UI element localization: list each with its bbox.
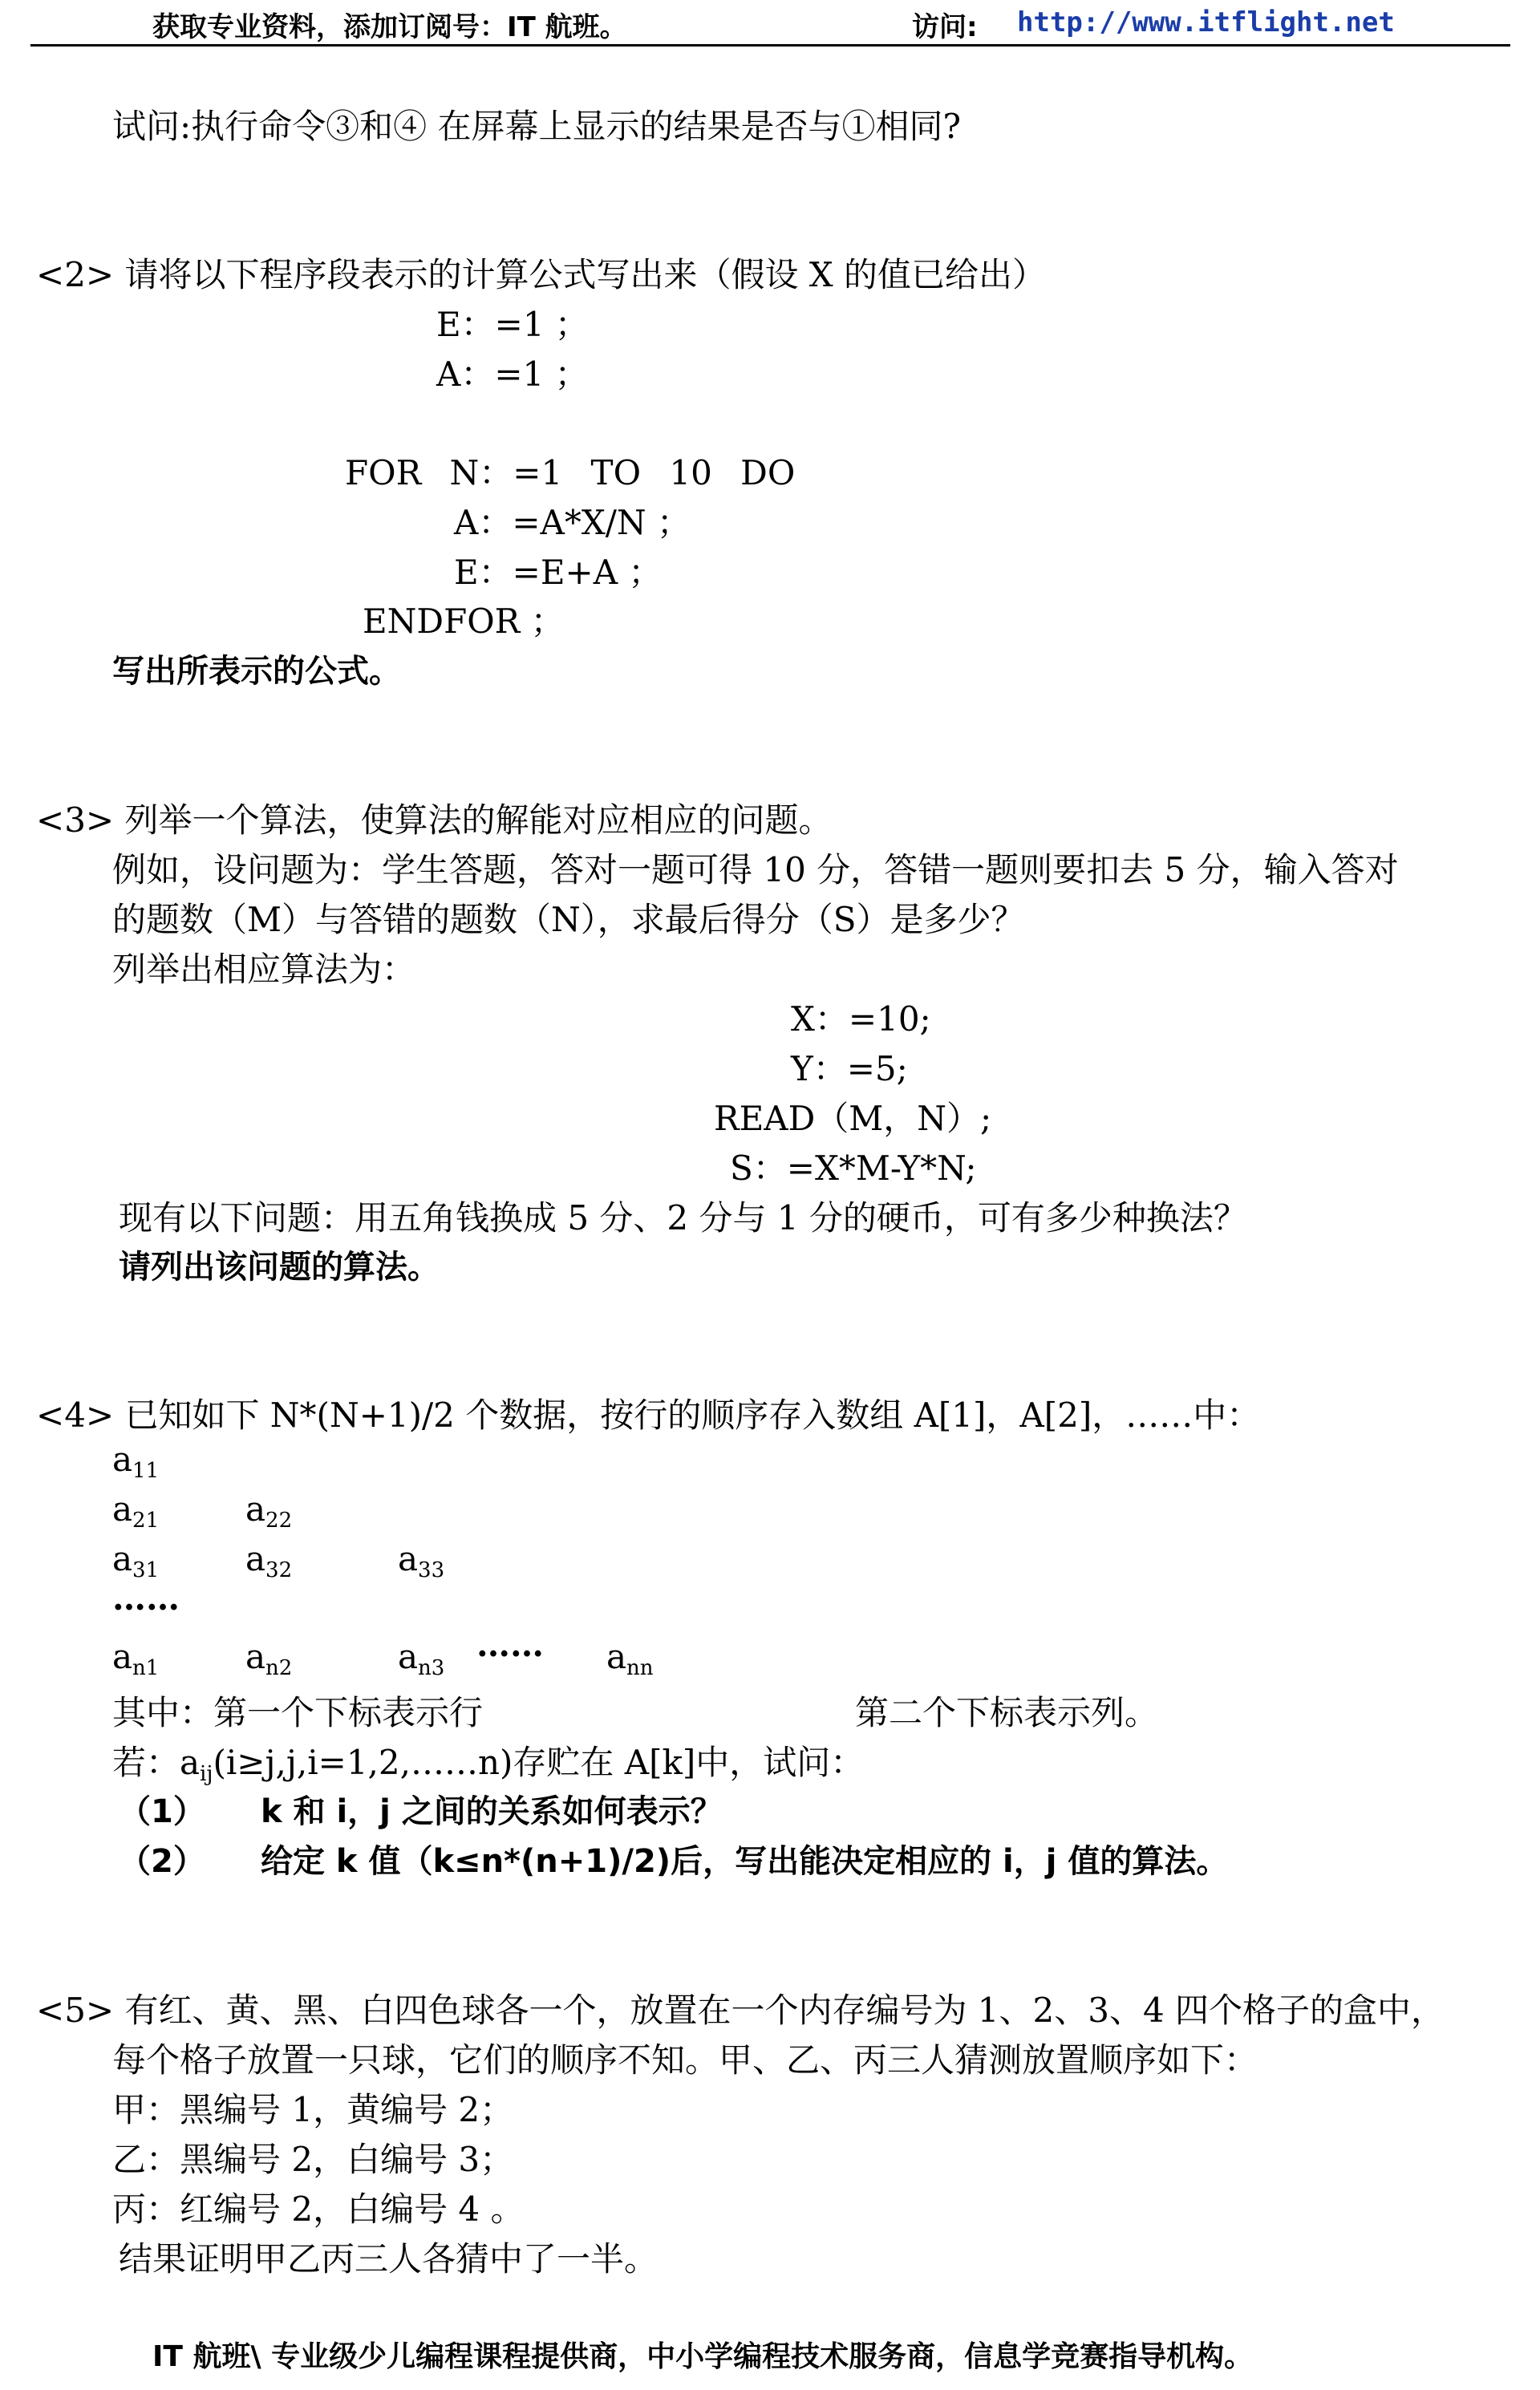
matrix-element: $a_{n3}$ [398, 1637, 445, 1680]
q3-example-line: 例如，设问题为：学生答题，答对一题可得 10 分，答错一题则要扣去 5 分，输入答对 [112, 850, 1399, 889]
q4-prompt: <4> 已知如下 N*(N+1)/2 个数据，按行的顺序存入数组 A[1]，A[2]，……中： [36, 1396, 1261, 1435]
q5-result: 结果证明甲乙丙三人各猜中了一半。 [119, 2239, 659, 2279]
q4-condition: 若：$a_{ij}(i\ge j,j,i=1,2,\dots\dots n)$存贮在 A[k]中，试问： [112, 1743, 865, 1786]
q2-code-line: A：=1 ； [436, 354, 589, 394]
q3-example-line: 的题数（M）与答错的题数（N），求最后得分（S）是多少？ [112, 900, 1025, 939]
header-visit-label: 访问: [912, 11, 978, 43]
matrix-element: $a_{33}$ [398, 1539, 445, 1582]
q3-list-intro: 列举出相应算法为： [112, 950, 416, 989]
q5-prompt: <5> 有红、黄、黑、白四色球各一个，放置在一个内存编号为 1、2、3、4 四个格子的盒中， [36, 1991, 1445, 2030]
matrix-element: $a_{32}$ [245, 1539, 293, 1582]
matrix-ellipsis: …… [112, 1578, 180, 1618]
q4-item1-number: （1） [119, 1793, 205, 1830]
header-divider [30, 44, 1510, 47]
matrix-element: $a_{21}$ [112, 1489, 160, 1533]
q3-code-line: S：=X*M-Y*N; [730, 1148, 977, 1188]
header-promo: 获取专业资料，添加订阅号：IT 航班。 [152, 11, 627, 43]
q2-code-line: A：=A*X/N ； [454, 503, 691, 542]
header-url-link[interactable]: http://www.itflight.net [1017, 6, 1395, 38]
q4-note-left: 其中：第一个下标表示行 [112, 1693, 484, 1732]
q1-question: 试问:执行命令③和④ 在屏幕上显示的结果是否与①相同? [112, 107, 962, 146]
matrix-element: $a_{22}$ [245, 1489, 293, 1533]
q5-guess: 甲：黑编号 1，黄编号 2； [112, 2090, 514, 2129]
q4-item1-text: k 和 i，j 之间的关系如何表示？ [261, 1793, 723, 1830]
matrix-element: $a_{n2}$ [245, 1637, 293, 1680]
q3-prompt: <3> 列举一个算法，使算法的解能对应相应的问题。 [36, 800, 833, 840]
matrix-element: $a_{nn}$ [606, 1637, 654, 1680]
q2-code-line: E：=E+A ； [454, 553, 663, 592]
q4-item2-text: 给定 k 值（k≤n*(n+1)/2)后，写出能决定相应的 i，j 值的算法。 [261, 1843, 1229, 1880]
q4-note-right: 第二个下标表示列。 [855, 1693, 1159, 1732]
q5-guess: 丙：红编号 2，白编号 4 。 [112, 2189, 525, 2229]
q3-code-line: Y：=5; [791, 1049, 908, 1088]
matrix-element: $a_{n1}$ [112, 1637, 160, 1680]
q2-code-line: E：=1 ； [436, 305, 589, 344]
q3-problem: 现有以下问题：用五角钱换成 5 分、2 分与 1 分的硬币，可有多少种换法？ [119, 1198, 1247, 1238]
matrix-ellipsis: …… [476, 1625, 544, 1664]
q2-prompt: <2> 请将以下程序段表示的计算公式写出来（假设 X 的值已给出） [36, 255, 1047, 294]
q3-task: 请列出该问题的算法。 [119, 1249, 440, 1286]
q2-task: 写出所表示的公式。 [112, 653, 401, 690]
q3-code-line: X：=10; [791, 999, 931, 1039]
q5-line: 每个格子放置一只球，它们的顺序不知。甲、乙、丙三人猜测放置顺序如下： [112, 2040, 1258, 2080]
q2-code-line: FOR N：=1 TO 10 DO [345, 453, 796, 492]
matrix-element: $a_{31}$ [112, 1539, 160, 1582]
footer-text: IT 航班\ 专业级少儿编程课程提供商，中小学编程技术服务商，信息学竞赛指导机构。 [152, 2340, 1254, 2373]
q4-item2-number: （2） [119, 1843, 205, 1880]
q5-guess: 乙：黑编号 2，白编号 3； [112, 2140, 514, 2179]
matrix-element: $a_{11}$ [112, 1440, 160, 1483]
q2-code-line: ENDFOR ； [363, 602, 565, 641]
q3-code-line: READ（M，N）; [714, 1099, 992, 1138]
